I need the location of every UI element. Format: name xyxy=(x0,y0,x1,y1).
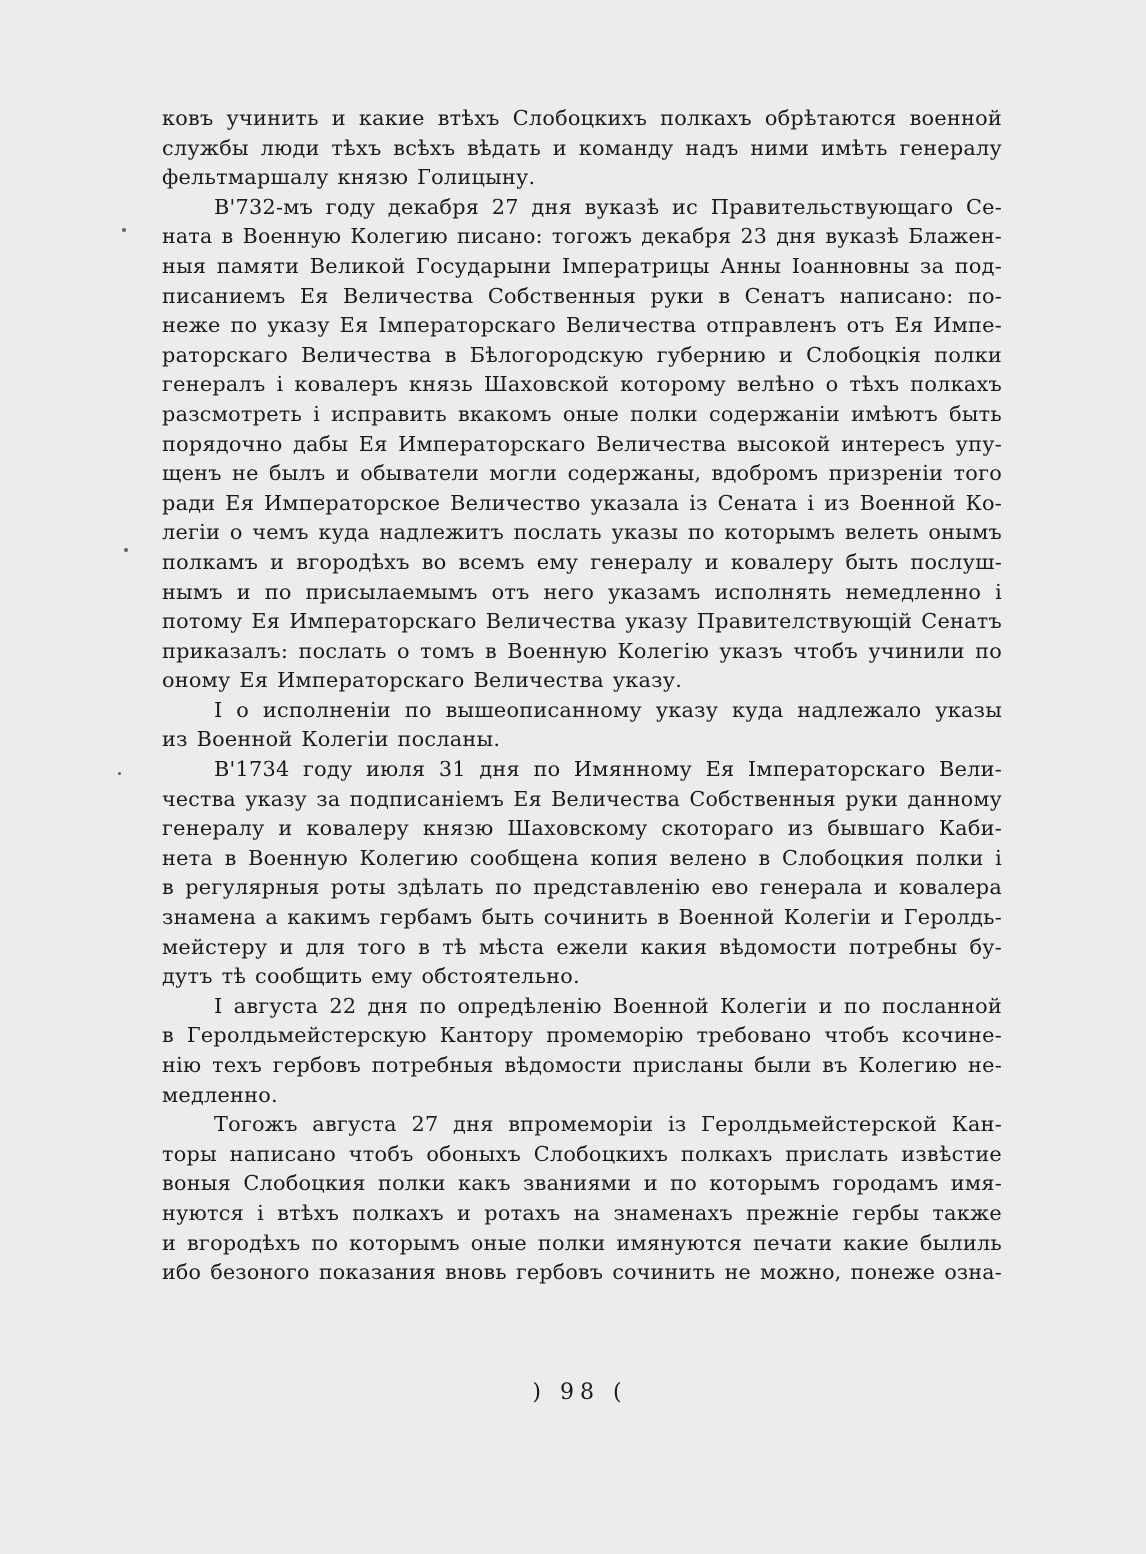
text-line: нуются і втѣхъ полкахъ и ротахъ на знаменахъ прежніе гербы также xyxy=(162,1200,1002,1225)
text-line: В'732-мъ году декабря 27 дня вуказѣ ис Правительствующаго Се- xyxy=(214,194,1002,219)
paragraph xyxy=(162,696,1002,755)
text-line: в регулярныя роты здѣлать по представленію ево генерала и ковалера xyxy=(162,875,1002,900)
text-line: легіи о чемъ куда надлежитъ послать указы по которымъ велеть онымъ xyxy=(162,520,1002,545)
text-line: нію техъ гербовъ потребныя вѣдомости присланы были въ Колегию не- xyxy=(162,1053,1002,1077)
text-line: В'1734 году июля 31 дня по Имянному Ея Імператорскаго Вели- xyxy=(214,757,1002,782)
text-line: воныя Слобоцкия полки какъ званиями и по которымъ городамъ имя- xyxy=(162,1171,1002,1196)
text-line: І о исполненіи по вышеописанному указу куда надлежало указы xyxy=(214,697,1002,722)
scan-speck xyxy=(124,548,128,552)
text-line: нета в Военную Колегию сообщена копия велено в Слобоцкия полки і xyxy=(162,845,1002,870)
text-line: неже по указу Ея Імператорскаго Величества отправленъ отъ Ея Импе- xyxy=(162,313,1002,338)
paragraph xyxy=(162,755,1002,992)
text-line: ковъ учинить и какие втѣхъ Слобоцкихъ полкахъ обрѣтаются военной xyxy=(162,106,1002,130)
text-line: мейстеру и для того в тѣ мѣста ежели какия вѣдомости потребны бу- xyxy=(162,934,1002,959)
text-line: торы написано чтобъ обоныхъ Слобоцкихъ полкахъ прислать извѣстие xyxy=(162,1141,1002,1166)
text-line: генералъ і ковалеръ князь Шаховской которому велѣно о тѣхъ полкахъ xyxy=(162,372,1002,397)
text-line: генералу и ковалеру князю Шаховскому скотораго из бывшаго Каби- xyxy=(162,816,1002,841)
text-line: и вгородѣхъ по которымъ оные полки имянуются печати какие былиль xyxy=(162,1230,1002,1255)
text-line: в Геролдьмейстерскую Кантору промеморію требовано чтобъ ксочине- xyxy=(162,1023,1002,1048)
scan-speck xyxy=(118,772,121,775)
text-line: ибо безоного показания вновь гербовъ сочинить не можно, понеже озна- xyxy=(162,1260,1002,1285)
text-line: оному Ея Императорскаго Величества указу. xyxy=(162,668,683,693)
paragraph xyxy=(162,104,1002,193)
scan-speck xyxy=(122,228,126,232)
text-line: службы люди тѣхъ всѣхъ вѣдать и команду надъ ними имѣть генералу xyxy=(162,135,1002,160)
text-line: І августа 22 дня по опредѣленію Военной Колегіи и по посланной xyxy=(214,993,1002,1018)
text-line: Тогожъ августа 27 дня впромеморіи із Геролдьмейстерской Кан- xyxy=(214,1112,1002,1137)
text-line: раторскаго Величества в Бѣлогородскую губернию и Слобоцкія полки xyxy=(162,342,1002,367)
text-line: полкамъ и вгородѣхъ во всемъ ему генералу и ковалеру быть послуш- xyxy=(162,549,1002,574)
paragraph xyxy=(162,1110,1002,1288)
paragraph xyxy=(162,193,1002,696)
text-line: медленно. xyxy=(162,1082,278,1107)
text-line: приказалъ: послать о томъ в Военную Колегію указъ чтобъ учинили по xyxy=(162,638,1002,663)
text-line: дутъ тѣ сообщить ему обстоятельно. xyxy=(162,964,580,989)
text-line: порядочно дабы Ея Императорскаго Величества высокой интересъ упу- xyxy=(162,431,1002,456)
body-text xyxy=(162,104,1002,1288)
text-line: писаниемъ Ея Величества Собственныя руки в Сенатъ написано: по- xyxy=(162,283,1002,308)
text-line: ната в Военную Колегию писано: тогожъ декабря 23 дня вуказѣ Блажен- xyxy=(162,224,1002,249)
text-line: из Военной Колегіи посланы. xyxy=(162,727,501,752)
paragraph xyxy=(162,992,1002,1110)
text-line: чества указу за подписаніемъ Ея Величества Собственныя руки данному xyxy=(162,786,1002,811)
text-line: потому Ея Императорскаго Величества указу Правителствующій Сенатъ xyxy=(162,609,1002,634)
text-line: ныя памяти Великой Государыни Імператрицы Анны Іоанновны за под- xyxy=(162,253,1002,278)
text-line: разсмотреть і исправить вкакомъ оные полки содержаніи имѣютъ быть xyxy=(162,401,1002,426)
text-line: нымъ и по присылаемымъ отъ него указамъ исполнять немедленно і xyxy=(162,579,1002,604)
text-line: знамена а какимъ гербамъ быть сочинить в Военной Колегіи и Геролдь- xyxy=(162,905,1002,930)
text-line: щенъ не былъ и обыватели могли содержаны, вдобромъ призреніи того xyxy=(162,461,1002,486)
page-number: ) 98 ( xyxy=(532,1380,628,1405)
text-line: фельтмаршалу князю Голицыну. xyxy=(162,165,536,190)
text-line: ради Ея Императорское Величество указала із Сената і из Военной Ко- xyxy=(162,490,1002,515)
